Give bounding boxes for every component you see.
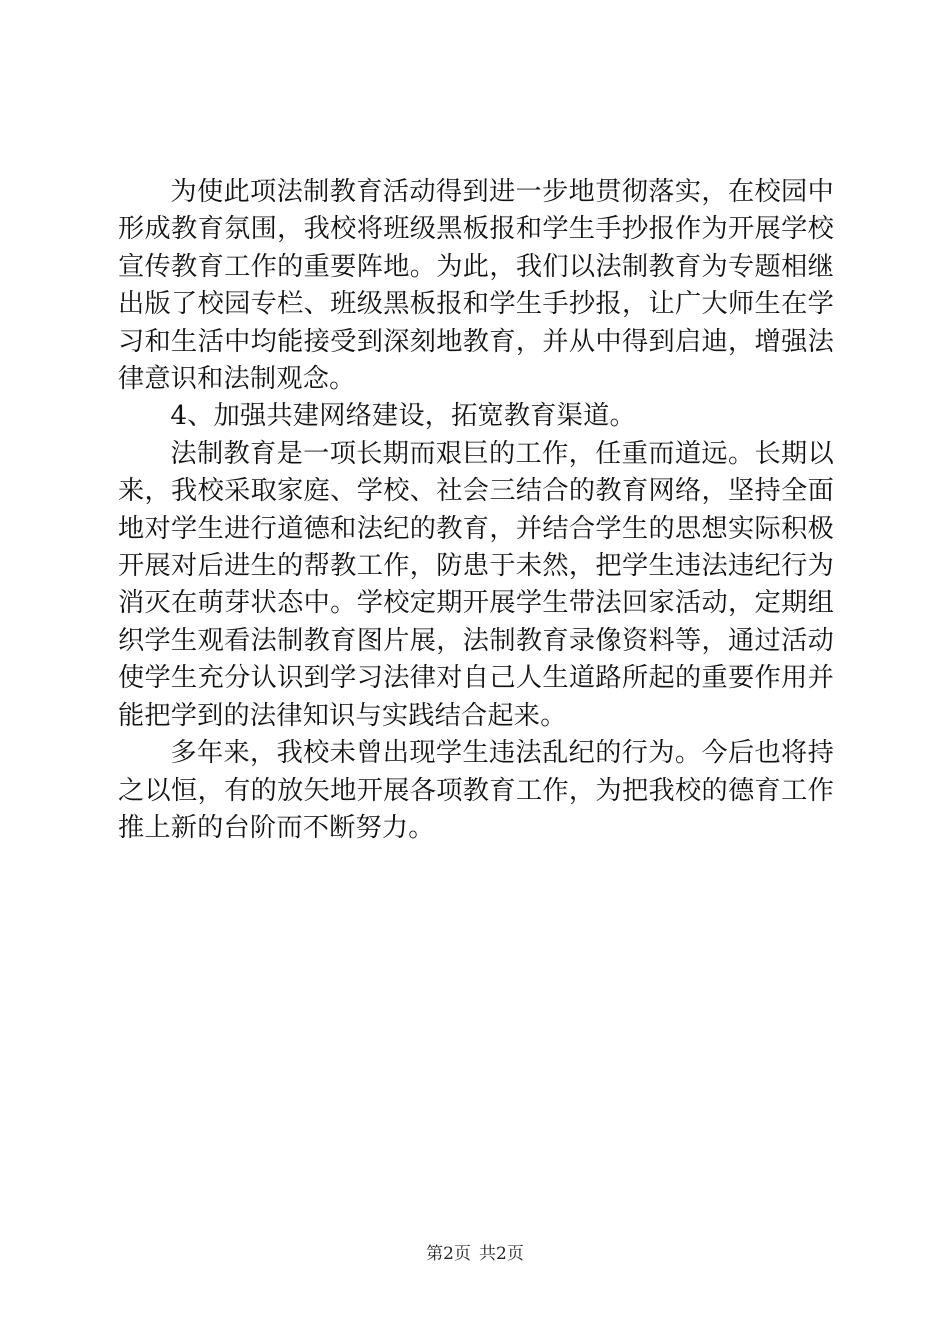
- paragraph-school-publicity: 为使此项法制教育活动得到进一步地贯彻落实，在校园中形成教育氛围，我校将班级黑板报和学生手抄报作为开展学校宣传教育工作的重要阵地。为此，我们以法制教育为专题相继出版了校园专栏、班级黑板报和学生手抄报，让广大师生在学习和生活中均能接受到深刻地教育，并从中得到启迪，增强法律意识和法制观念。: [118, 177, 834, 395]
- page-number-total: 共2页: [479, 1244, 524, 1264]
- document-body: [118, 174, 834, 847]
- paragraph-conclusion: 多年来，我校未曾出现学生违法乱纪的行为。今后也将持之以恒，有的放矢地开展各项教育工作，为把我校的德育工作推上新的台阶而不断努力。: [118, 738, 834, 843]
- paragraph-legal-education-network: 法制教育是一项长期而艰巨的工作，任重而道远。长期以来，我校采取家庭、学校、社会三结合的教育网络，坚持全面地对学生进行道德和法纪的教育，并结合学生的思想实际积极开展对后进生的帮教工作，防患于未然，把学生违法违纪行为消灭在萌芽状态中。学校定期开展学生带法回家活动，定期组织学生观看法制教育图片展，法制教育录像资料等，通过活动使学生充分认识到学习法律对自己人生道路所起的重要作用并能把学到的法律知识与实践结合起来。: [118, 438, 834, 731]
- page-number-current: 第2页: [426, 1244, 471, 1264]
- paragraph-section-heading-4: 4、加强共建网络建设，拓宽教育渠道。: [170, 401, 636, 432]
- page-footer: [0, 1243, 950, 1265]
